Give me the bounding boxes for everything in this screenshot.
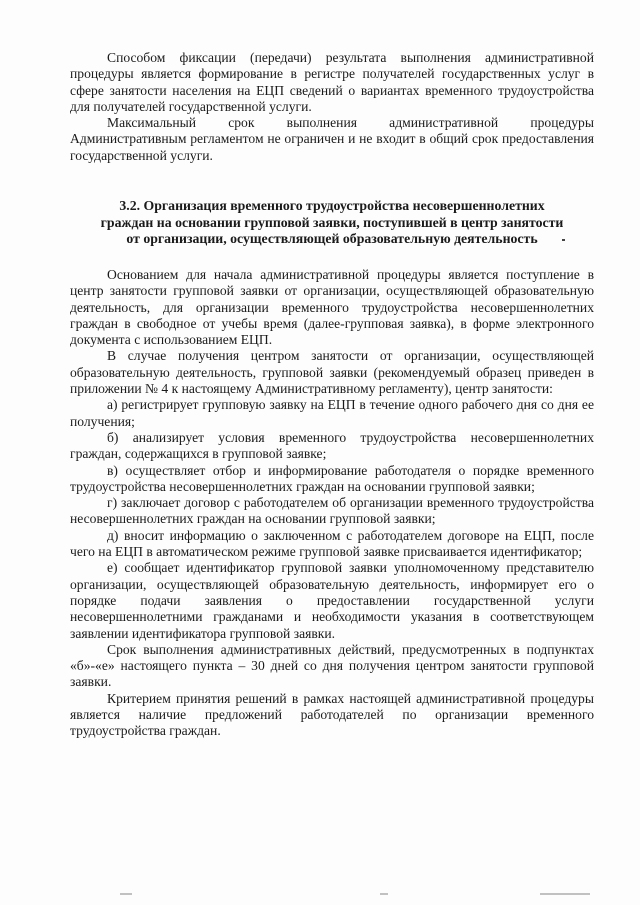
heading-line: 3.2. Организация временного трудоустройства несовершеннолетних: [119, 198, 545, 213]
scan-artifact: [540, 893, 590, 895]
list-item: е) сообщает идентификатор групповой заявки уполномоченному представителю организации, осуществляющей образовательную деятельность, информирует его о порядке подачи заявления о предоставлении государственной услуги несовершеннолетними гражданами и необходимости указания в соответствующем заявлении идентификатора групповой заявки.: [70, 560, 594, 641]
section-body: [70, 267, 594, 740]
paragraph: Срок выполнения административных действий, предусмотренных в подпунктах «б»-«е» настоящего пункта – 30 дней со дня получения центром занятости групповой заявки.: [70, 641, 594, 690]
paragraph: Способом фиксации (передачи) результата выполнения административной процедуры является формирование в регистре получателей государственных услуг в сфере занятости населения на ЕЦП сведений о вариантах временного трудоустройства для получателей государственной услуги.: [70, 50, 594, 114]
section-heading: [70, 198, 594, 248]
list-item: а) регистрирует групповую заявку на ЕЦП в течение одного рабочего дня со дня ее получения;: [70, 397, 594, 429]
list-item: г) заключает договор с работодателем об организации временного трудоустройства несовершеннолетних граждан на основании групповой заявки;: [70, 495, 594, 527]
list-item: д) вносит информацию о заключенном с работодателем договоре на ЕЦП, после чего на ЕЦП в автоматическом режиме групповой заявке присваивается идентификатор;: [70, 527, 594, 560]
paragraph: В случае получения центром занятости от организации, осуществляющей образовательную деятельность, групповой заявки (рекомендуемый образец приведен в приложении № 4 к настоящему Административному регламенту), центр занятости:: [70, 348, 594, 397]
paragraph: Критерием принятия решений в рамках настоящей административной процедуры является наличие предложений работодателей по организации временного трудоустройства граждан.: [70, 690, 594, 739]
scan-artifact: [562, 239, 565, 241]
scan-artifact: [380, 893, 388, 895]
paragraph: Основанием для начала административной процедуры является поступление в центр занятости групповой заявки от организации, осуществляющей образовательную деятельность, для организации временного трудоустройства несовершеннолетних граждан в свободное от учебы время (далее-групповая заявка), в форме электронного документа с использованием ЕЦП.: [70, 267, 594, 348]
heading-line: от организации, осуществляющей образовательную деятельность: [126, 231, 538, 246]
scan-footer-artifacts: [120, 893, 620, 899]
intro-paragraphs: [70, 50, 594, 164]
heading-line: граждан на основании групповой заявки, поступившей в центр занятости: [100, 214, 564, 230]
list-item: в) осуществляет отбор и информирование работодателя о порядке временного трудоустройства несовершеннолетних граждан на основании групповой заявки;: [70, 462, 594, 494]
paragraph: Максимальный срок выполнения административной процедуры Административным регламентом не ограничен и не входит в общий срок предоставления государственной услуги.: [70, 115, 594, 163]
list-item: б) анализирует условия временного трудоустройства несовершеннолетних граждан, содержащихся в групповой заявке;: [70, 429, 594, 462]
scan-artifact: [120, 893, 132, 895]
